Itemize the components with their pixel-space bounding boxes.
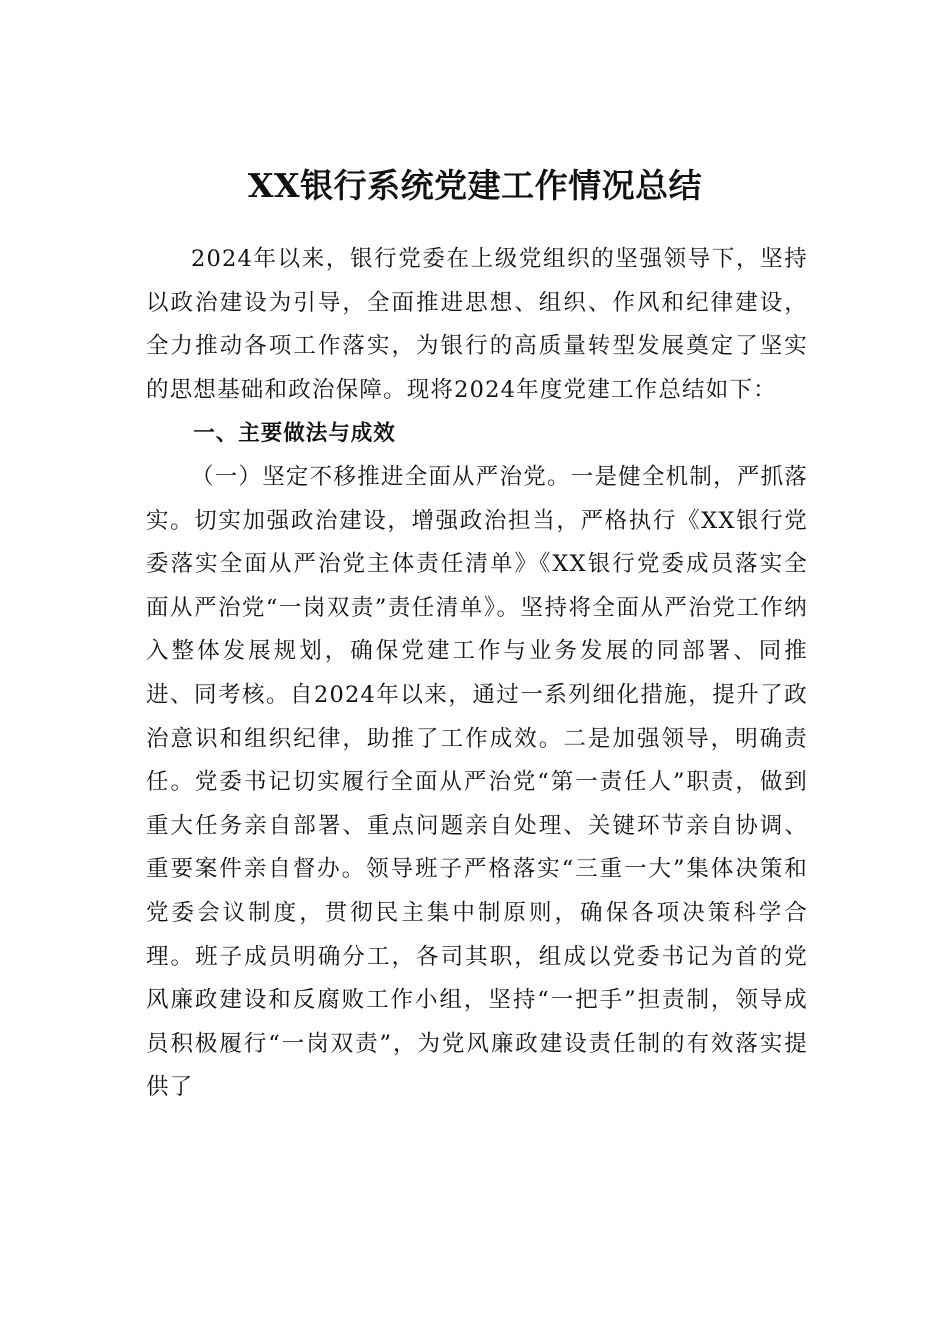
intro-paragraph: 2024年以来，银行党委在上级党组织的坚强领导下，坚持以政治建设为引导，全面推进思想、组织、作风和纪律建设，全力推动各项工作落实，为银行的高质量转型发展奠定了坚实的思想基础和政治保障。现将2024年度党建工作总结如下： [146,246,808,403]
document-title: XX银行系统党建工作情况总结 [247,166,703,205]
document-body [146,238,808,1110]
section-paragraph: （一）坚定不移推进全面从严治党。一是健全机制，严抓落实。切实加强政治建设，增强政治担当，严格执行《XX银行党委落实全面从严治党主体责任清单》《XX银行党委成员落实全面从严治党“一岗双责”责任清单》。坚持将全面从严治党工作纳入整体发展规划，确保党建工作与业务发展的同部署、同推进、同考核。自2024年以来，通过一系列细化措施，提升了政治意识和组织纪律，助推了工作成效。二是加强领导，明确责任。党委书记切实履行全面从严治党“第一责任人”职责，做到重大任务亲自部署、重点问题亲自处理、关键环节亲自协调、重要案件亲自督办。领导班子严格落实“三重一大”集体决策和党委会议制度，贯彻民主集中制原则，确保各项决策科学合理。班子成员明确分工，各司其职，组成以党委书记为首的党风廉政建设和反腐败工作小组，坚持“一把手”担责制，领导成员积极履行“一岗双责”，为党风廉政建设责任制的有效落实提供了 [146,463,808,1101]
section-heading: 一、主要做法与成效 [193,421,396,447]
